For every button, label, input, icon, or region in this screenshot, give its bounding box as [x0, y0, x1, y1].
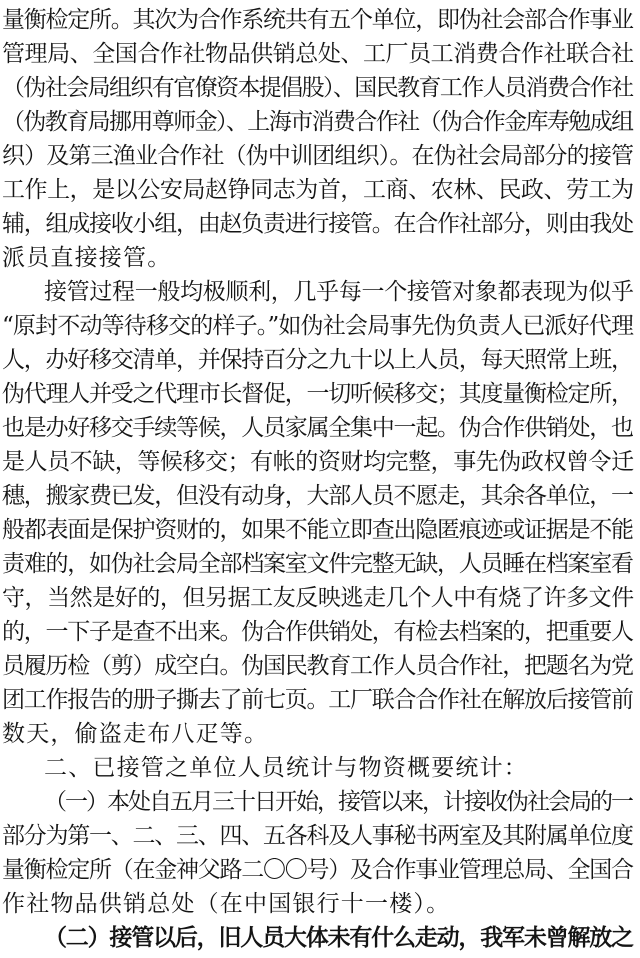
- text-line: 的，一下子是查不出来。伪合作供销处，有检去档案的，把重要人: [2, 619, 633, 645]
- text-line: （一）本处自五月三十日开始，接管以来，计接收伪社会局的一: [44, 789, 632, 815]
- text-line: 接管过程一般均极顺利，几乎每一个接管对象都表现为似乎: [44, 279, 634, 305]
- text-line: 责难的，如伪社会局全部档案室文件完整无缺，人员睡在档案室看: [2, 551, 633, 577]
- text-line: 团工作报告的册子撕去了前七页。工厂联合合作社在解放后接管前: [2, 687, 633, 713]
- text-line: 工作上，是以公安局赵铮同志为首，工商、农林、民政、劳工为: [2, 177, 634, 203]
- text-line: （伪社会局组织有官僚资本提倡股）、国民教育工作人员消费合作社: [2, 75, 633, 101]
- text-line: 部分为第一、二、三、四、五各科及人事秘书两室及其附属单位度: [2, 823, 633, 849]
- text-line: 伪代理人并受之代理市长督促，一切听候移交；其度量衡检定所，: [2, 381, 633, 407]
- text-line: 派员直接接管。: [2, 245, 172, 271]
- text-line: 辅，组成接收小组，由赵负责进行接管。在合作社部分，则由我处: [2, 211, 633, 237]
- text-line: 数天，偷盗走布八疋等。: [2, 721, 269, 747]
- text-line: 量衡检定所。其次为合作系统共有五个单位，即伪社会部合作事业: [2, 7, 633, 33]
- text-line: 织）及第三渔业合作社（伪中训团组织）。在伪社会局部分的接管: [2, 143, 634, 169]
- text-line: （伪教育局挪用尊师金）、上海市消费合作社（伪合作金库寿勉成组: [2, 109, 633, 135]
- text-line: 般都表面是保护资财的，如果不能立即查出隐匿痕迹或证据是不能: [2, 517, 633, 543]
- text-line: （二）接管以后，旧人员大体未有什么走动，我军未曾解放之: [44, 924, 633, 951]
- text-line: 管理局、全国合作社物品供销总处、工厂员工消费合作社联合社: [2, 41, 634, 67]
- text-line: 员履历检（剪）成空白。伪国民教育工作人员合作社，把题名为党: [2, 653, 633, 679]
- text-line: 穗，搬家费已发，但没有动身，大部人员不愿走，其余各单位，一: [2, 483, 633, 509]
- text-line: 人，办好移交清单，并保持百分之九十以上人员，每天照常上班，: [2, 347, 633, 373]
- text-line: 作社物品供销总处（在中国银行十一楼）。: [2, 891, 451, 917]
- text-line: 是人员不缺，等候移交；有帐的资财均完整，事先伪政权曾令迁: [2, 449, 634, 475]
- text-line: 也是办好移交手续等候，人员家属全集中一起。伪合作供销处，也: [2, 415, 633, 441]
- text-line: “原封不动等待移交的样子。”如伪社会局事先伪负责人已派好代理: [2, 313, 634, 339]
- section-heading: 二、已接管之单位人员统计与物资概要统计：: [44, 755, 528, 781]
- text-line: 守，当然是好的，但另据工友反映逃走几个人中有烧了许多文件: [2, 585, 634, 611]
- text-line: 量衡检定所（在金神父路二〇〇号）及合作事业管理总局、全国合: [2, 857, 633, 883]
